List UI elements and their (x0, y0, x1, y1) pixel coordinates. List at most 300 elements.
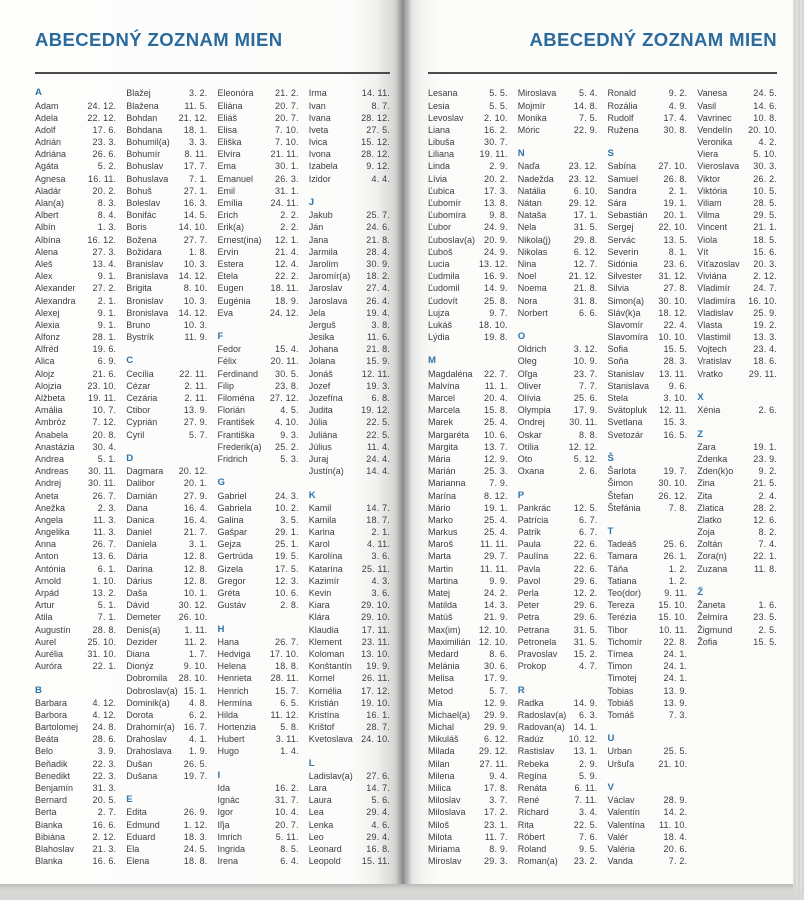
name-entry (126, 234, 207, 246)
name-label: Norbert (517, 307, 548, 318)
name-date: 1. 9. (188, 746, 208, 757)
name-label: Rastislav (517, 746, 555, 757)
name-label: Jerguš (308, 319, 336, 330)
name-label: Ctibor (126, 405, 151, 416)
name-date: 16. 4. (183, 502, 208, 513)
name-date: 7. 5. (578, 112, 598, 123)
name-entry (35, 770, 116, 782)
name-label: Metod (428, 685, 454, 696)
name-label: Matej (428, 588, 451, 599)
name-entry (309, 100, 390, 112)
name-date: 3. 6. (371, 551, 390, 562)
name-entry (309, 672, 390, 684)
name-label: Sára (607, 198, 627, 209)
name-label: Danica (126, 514, 155, 525)
name-date: 11. 8. (753, 563, 777, 574)
name-label: Michal (428, 722, 455, 733)
name-label: Kvetoslava (308, 734, 353, 745)
name-date: 26. 3. (275, 173, 299, 184)
name-label: Liliana (428, 149, 455, 160)
name-label: Gabriela (217, 502, 252, 513)
name-label: Dávid (126, 600, 150, 611)
name-entry (608, 416, 688, 428)
name-entry (126, 490, 207, 502)
name-label: Noema (517, 283, 547, 294)
name-date: 25. 1. (275, 539, 299, 550)
name-entry (518, 197, 598, 209)
name-label: Noel (517, 271, 537, 282)
name-label: Branislav (126, 258, 164, 269)
name-label: Sláv(k)a (607, 307, 641, 318)
name-date: 31. 5. (573, 636, 598, 647)
name-label: Margaréta (428, 429, 470, 440)
name-label: Bohuš (126, 185, 152, 196)
name-entry (309, 221, 390, 233)
name-entry (126, 380, 207, 392)
name-date: 24. 12. (269, 307, 299, 318)
name-label: Svetlana (607, 417, 643, 428)
name-label: Gregor (217, 575, 246, 586)
name-entry (608, 843, 688, 855)
name-entry (218, 368, 299, 380)
name-entry (518, 709, 598, 721)
name-entry (697, 270, 777, 282)
name-entry (126, 87, 207, 99)
name-entry (518, 355, 598, 367)
name-date: 3. 6. (371, 588, 390, 599)
name-label: Jaroslava (308, 295, 348, 306)
name-date: 22. 1. (753, 551, 777, 562)
name-label: Natália (517, 185, 546, 196)
name-label: Gustáv (217, 600, 247, 611)
name-entry (309, 392, 390, 404)
name-label: Alena (35, 246, 59, 257)
section-gap (518, 477, 598, 489)
name-entry (218, 599, 299, 611)
name-date: 22. 2. (275, 271, 299, 282)
name-entry (608, 685, 688, 697)
name-date: 5. 2. (97, 161, 117, 172)
section-letter: N (517, 148, 525, 160)
name-date: 3. 1. (188, 539, 208, 550)
name-label: Perla (517, 588, 539, 599)
name-entry (518, 733, 598, 745)
name-date: 23. 7. (573, 368, 598, 379)
name-date: 13. 9. (663, 685, 688, 696)
name-label: Lucia (428, 258, 450, 269)
name-entry (608, 575, 688, 587)
section-letter: Š (607, 452, 614, 464)
name-entry (126, 112, 207, 124)
name-entry (428, 368, 508, 380)
name-entry (35, 185, 116, 197)
name-label: Zlatko (697, 514, 722, 525)
name-date: 7. 6. (578, 831, 598, 842)
name-entry (35, 380, 116, 392)
name-label: Ervín (217, 246, 239, 257)
name-date: 30. 6. (484, 661, 508, 672)
name-date: 12. 12. (568, 441, 598, 452)
name-date: 7. 1. (97, 612, 117, 623)
name-label: Miloslav (428, 795, 461, 806)
name-label: Anna (35, 539, 57, 550)
name-date: 4. 10. (275, 417, 299, 428)
name-label: Žaneta (697, 600, 726, 611)
name-label: Marek (428, 417, 454, 428)
name-label: Matúš (428, 612, 453, 623)
name-entry (608, 124, 688, 136)
name-date: 7. 10. (275, 124, 299, 135)
name-entry (518, 221, 598, 233)
name-entry (518, 575, 598, 587)
name-label: Jozef (308, 380, 331, 391)
name-entry (309, 502, 390, 514)
name-date: 23. 9. (753, 453, 777, 464)
name-entry (218, 660, 299, 672)
name-label: Rudolf (607, 112, 634, 123)
name-label: Zita (697, 490, 713, 501)
name-entry (218, 404, 299, 416)
name-date: 4. 3. (371, 575, 390, 586)
name-date: 15. 4. (275, 344, 299, 355)
name-date: 26. 9. (183, 807, 208, 818)
name-label: Vincent (697, 222, 728, 233)
name-date: 12. 9. (484, 453, 508, 464)
name-date: 31. 3. (92, 783, 117, 794)
name-label: Rebeka (517, 758, 549, 769)
name-label: Aleš (35, 258, 53, 269)
name-entry (428, 502, 508, 514)
name-date: 14. 11. (361, 88, 390, 99)
name-date: 4. 12. (92, 709, 117, 720)
name-label: Vieroslava (697, 161, 740, 172)
name-date: 12. 3. (275, 575, 299, 586)
name-entry (309, 685, 390, 697)
name-label: Daniel (126, 527, 152, 538)
name-date: 11. 7. (484, 831, 508, 842)
name-date: 7. 8. (668, 502, 688, 513)
name-date: 14. 3. (484, 600, 508, 611)
name-label: Oldrich (517, 344, 547, 355)
name-entry (126, 124, 207, 136)
name-entry (518, 87, 598, 99)
name-entry (518, 307, 598, 319)
name-date: 22. 12. (87, 112, 117, 123)
name-entry (126, 611, 207, 623)
name-date: 29. 11. (748, 368, 777, 379)
name-label: Radúz (517, 734, 544, 745)
name-date: 28. 7. (366, 722, 390, 733)
name-label: Jolana (308, 356, 336, 367)
section-letter: V (607, 782, 614, 794)
name-entry (428, 806, 508, 818)
name-entry (309, 331, 390, 343)
name-entry (309, 660, 390, 672)
name-date: 20. 3. (753, 258, 777, 269)
name-date: 23. 3. (92, 137, 117, 148)
name-label: Valentín (607, 807, 640, 818)
name-date: 27. 7. (183, 234, 208, 245)
name-entry (518, 100, 598, 112)
name-entry (428, 624, 508, 636)
name-entry (218, 270, 299, 282)
name-entry (697, 185, 777, 197)
name-date: 11. 5. (184, 100, 208, 111)
name-entry (697, 343, 777, 355)
name-label: Jela (308, 307, 326, 318)
name-date: 28. 6. (92, 734, 117, 745)
name-entry (428, 197, 508, 209)
name-label: Dária (126, 551, 148, 562)
name-date: 4. 11. (366, 539, 390, 550)
name-entry (697, 87, 777, 99)
name-entry (218, 100, 299, 112)
name-entry (35, 282, 116, 294)
name-label: Dionýz (126, 661, 154, 672)
name-label: Tímea (607, 648, 634, 659)
name-entry (126, 660, 207, 672)
name-date: 8. 5. (280, 843, 299, 854)
name-label: Irma (308, 88, 327, 99)
name-entry (608, 611, 688, 623)
name-date: 26. 7. (92, 490, 117, 501)
name-label: Nátan (517, 198, 542, 209)
name-entry (126, 758, 207, 770)
name-label: Lara (308, 783, 327, 794)
name-date: 18. 1. (183, 124, 208, 135)
name-entry (697, 246, 777, 258)
name-entry (126, 319, 207, 331)
name-date: 20. 6. (663, 843, 688, 854)
name-label: Bibiána (35, 831, 66, 842)
name-date: 29. 1. (275, 527, 299, 538)
name-entry (697, 611, 777, 623)
name-date: 31. 12. (658, 271, 688, 282)
name-label: Iveta (308, 124, 329, 135)
name-label: Móric (517, 124, 540, 135)
name-entry (428, 441, 508, 453)
name-label: Filoména (217, 393, 255, 404)
name-date: 8. 10. (183, 283, 208, 294)
name-date: 20. 10. (748, 124, 777, 135)
name-entry (518, 124, 598, 136)
name-date: 3. 8. (371, 319, 390, 330)
name-date: 6. 12. (484, 734, 508, 745)
name-date: 10. 6. (275, 588, 299, 599)
name-entry (697, 100, 777, 112)
name-date: 26. 5. (183, 758, 208, 769)
name-label: Patrícia (517, 514, 549, 525)
name-date: 20. 12. (178, 466, 208, 477)
name-entry (428, 307, 508, 319)
name-date: 19. 10. (361, 697, 390, 708)
name-date: 10. 12. (568, 734, 598, 745)
name-label: Vanda (607, 856, 633, 867)
name-entry (35, 490, 116, 502)
name-label: Bernard (35, 795, 68, 806)
section-letter: S (607, 148, 614, 160)
name-date: 12. 10. (478, 636, 508, 647)
name-date: 24. 9. (484, 246, 508, 257)
name-label: Adrián (35, 137, 62, 148)
name-entry (518, 112, 598, 124)
name-label: Roland (517, 843, 547, 854)
name-date: 27. 11. (479, 758, 508, 769)
name-date: 28. 4. (366, 246, 390, 257)
name-entry (608, 112, 688, 124)
name-label: Dobromila (126, 673, 168, 684)
name-label: Hana (217, 636, 240, 647)
name-entry (35, 624, 116, 636)
name-entry (126, 148, 207, 160)
name-label: Ingrida (217, 843, 246, 854)
section-letter: O (517, 331, 526, 343)
name-entry (608, 331, 688, 343)
name-date: 23. 1. (484, 819, 508, 830)
name-entry (309, 831, 390, 843)
name-entry (35, 465, 116, 477)
name-entry (608, 550, 688, 562)
name-label: Marcel (428, 393, 456, 404)
name-date: 9. 11. (664, 588, 688, 599)
name-label: Blahoslav (35, 843, 75, 854)
name-label: Pankrác (517, 502, 551, 513)
name-label: Henrieta (217, 673, 252, 684)
name-date: 12. 8. (183, 551, 208, 562)
name-entry (35, 819, 116, 831)
name-label: Júlia (308, 417, 328, 428)
name-entry (218, 733, 299, 745)
name-entry (126, 246, 207, 258)
name-label: Eva (217, 307, 234, 318)
name-date: 27. 10. (658, 161, 688, 172)
name-entry (126, 295, 207, 307)
name-entry (218, 124, 299, 136)
name-label: Naďa (517, 161, 540, 172)
name-date: 17. 9. (484, 673, 508, 684)
name-label: Leopold (308, 856, 341, 867)
name-date: 13. 12. (478, 258, 508, 269)
name-label: Dagmara (126, 466, 164, 477)
name-label: Agnesa (35, 173, 66, 184)
name-label: Vladislav (697, 307, 734, 318)
name-label: Stela (607, 393, 629, 404)
name-label: Bonifác (126, 210, 157, 221)
name-date: 29. 8. (573, 234, 598, 245)
name-entry (608, 270, 688, 282)
name-entry (126, 672, 207, 684)
name-label: Nikola(j) (517, 234, 551, 245)
name-label: Aladár (35, 185, 62, 196)
name-label: Viktor (697, 173, 721, 184)
name-entry (608, 697, 688, 709)
name-date: 22. 3. (92, 770, 117, 781)
name-date: 28. 2. (753, 502, 777, 513)
name-label: Florián (217, 405, 246, 416)
name-date: 16. 6. (92, 819, 117, 830)
name-date: 13. 2. (92, 588, 117, 599)
name-date: 27. 5. (366, 124, 390, 135)
name-entry (697, 148, 777, 160)
name-entry (218, 246, 299, 258)
name-date: 2. 7. (97, 807, 117, 818)
name-label: Mikuláš (428, 734, 459, 745)
name-label: Olympia (517, 405, 551, 416)
name-entry (697, 441, 777, 453)
name-date: 6. 5. (280, 697, 299, 708)
name-date: 26. 1. (663, 551, 688, 562)
name-entry (309, 733, 390, 745)
name-entry (608, 855, 688, 867)
name-date: 21. 1. (753, 222, 777, 233)
name-label: Zora(n) (697, 551, 727, 562)
name-column (428, 87, 508, 867)
name-date: 27. 2. (92, 283, 117, 294)
name-label: Aneta (35, 490, 59, 501)
name-label: Nataša (517, 210, 547, 221)
name-date: 14. 2. (663, 807, 688, 818)
name-label: Timotej (607, 673, 637, 684)
name-label: Marcela (428, 405, 461, 416)
name-label: Jaromír(a) (308, 271, 351, 282)
name-entry (218, 355, 299, 367)
name-label: Berta (35, 807, 57, 818)
name-date: 24. 3. (275, 490, 299, 501)
name-entry (309, 538, 390, 550)
name-entry (309, 514, 390, 526)
name-label: Oleg (517, 356, 537, 367)
name-entry (608, 538, 688, 550)
name-entry (518, 295, 598, 307)
name-date: 13. 8. (484, 198, 508, 209)
name-label: Atila (35, 612, 53, 623)
name-entry (608, 380, 688, 392)
name-label: Tereza (607, 600, 635, 611)
name-label: Vavrinec (697, 112, 732, 123)
name-entry (218, 197, 299, 209)
name-entry (218, 819, 299, 831)
name-entry (35, 477, 116, 489)
name-label: Ľuboš (428, 246, 453, 257)
name-date: 3. 10. (663, 393, 688, 404)
name-date: 14. 4. (366, 466, 390, 477)
name-date: 16. 8. (366, 843, 390, 854)
name-entry (428, 453, 508, 465)
name-label: Beňadik (35, 758, 68, 769)
name-label: Tomáš (607, 709, 635, 720)
name-entry (126, 429, 207, 441)
name-entry (218, 685, 299, 697)
name-entry (608, 819, 688, 831)
name-entry (126, 709, 207, 721)
name-label: Rozália (607, 100, 638, 111)
name-entry (218, 550, 299, 562)
name-label: Nora (517, 295, 538, 306)
name-entry (218, 258, 299, 270)
name-label: Marián (428, 466, 456, 477)
section-gap (518, 319, 598, 331)
name-entry (428, 721, 508, 733)
name-entry (697, 514, 777, 526)
name-entry (518, 770, 598, 782)
name-date: 6. 6. (578, 307, 598, 318)
name-entry (218, 343, 299, 355)
name-entry (35, 246, 116, 258)
name-entry (35, 368, 116, 380)
name-entry (126, 563, 207, 575)
name-date: 4. 8. (188, 697, 208, 708)
name-entry (35, 416, 116, 428)
